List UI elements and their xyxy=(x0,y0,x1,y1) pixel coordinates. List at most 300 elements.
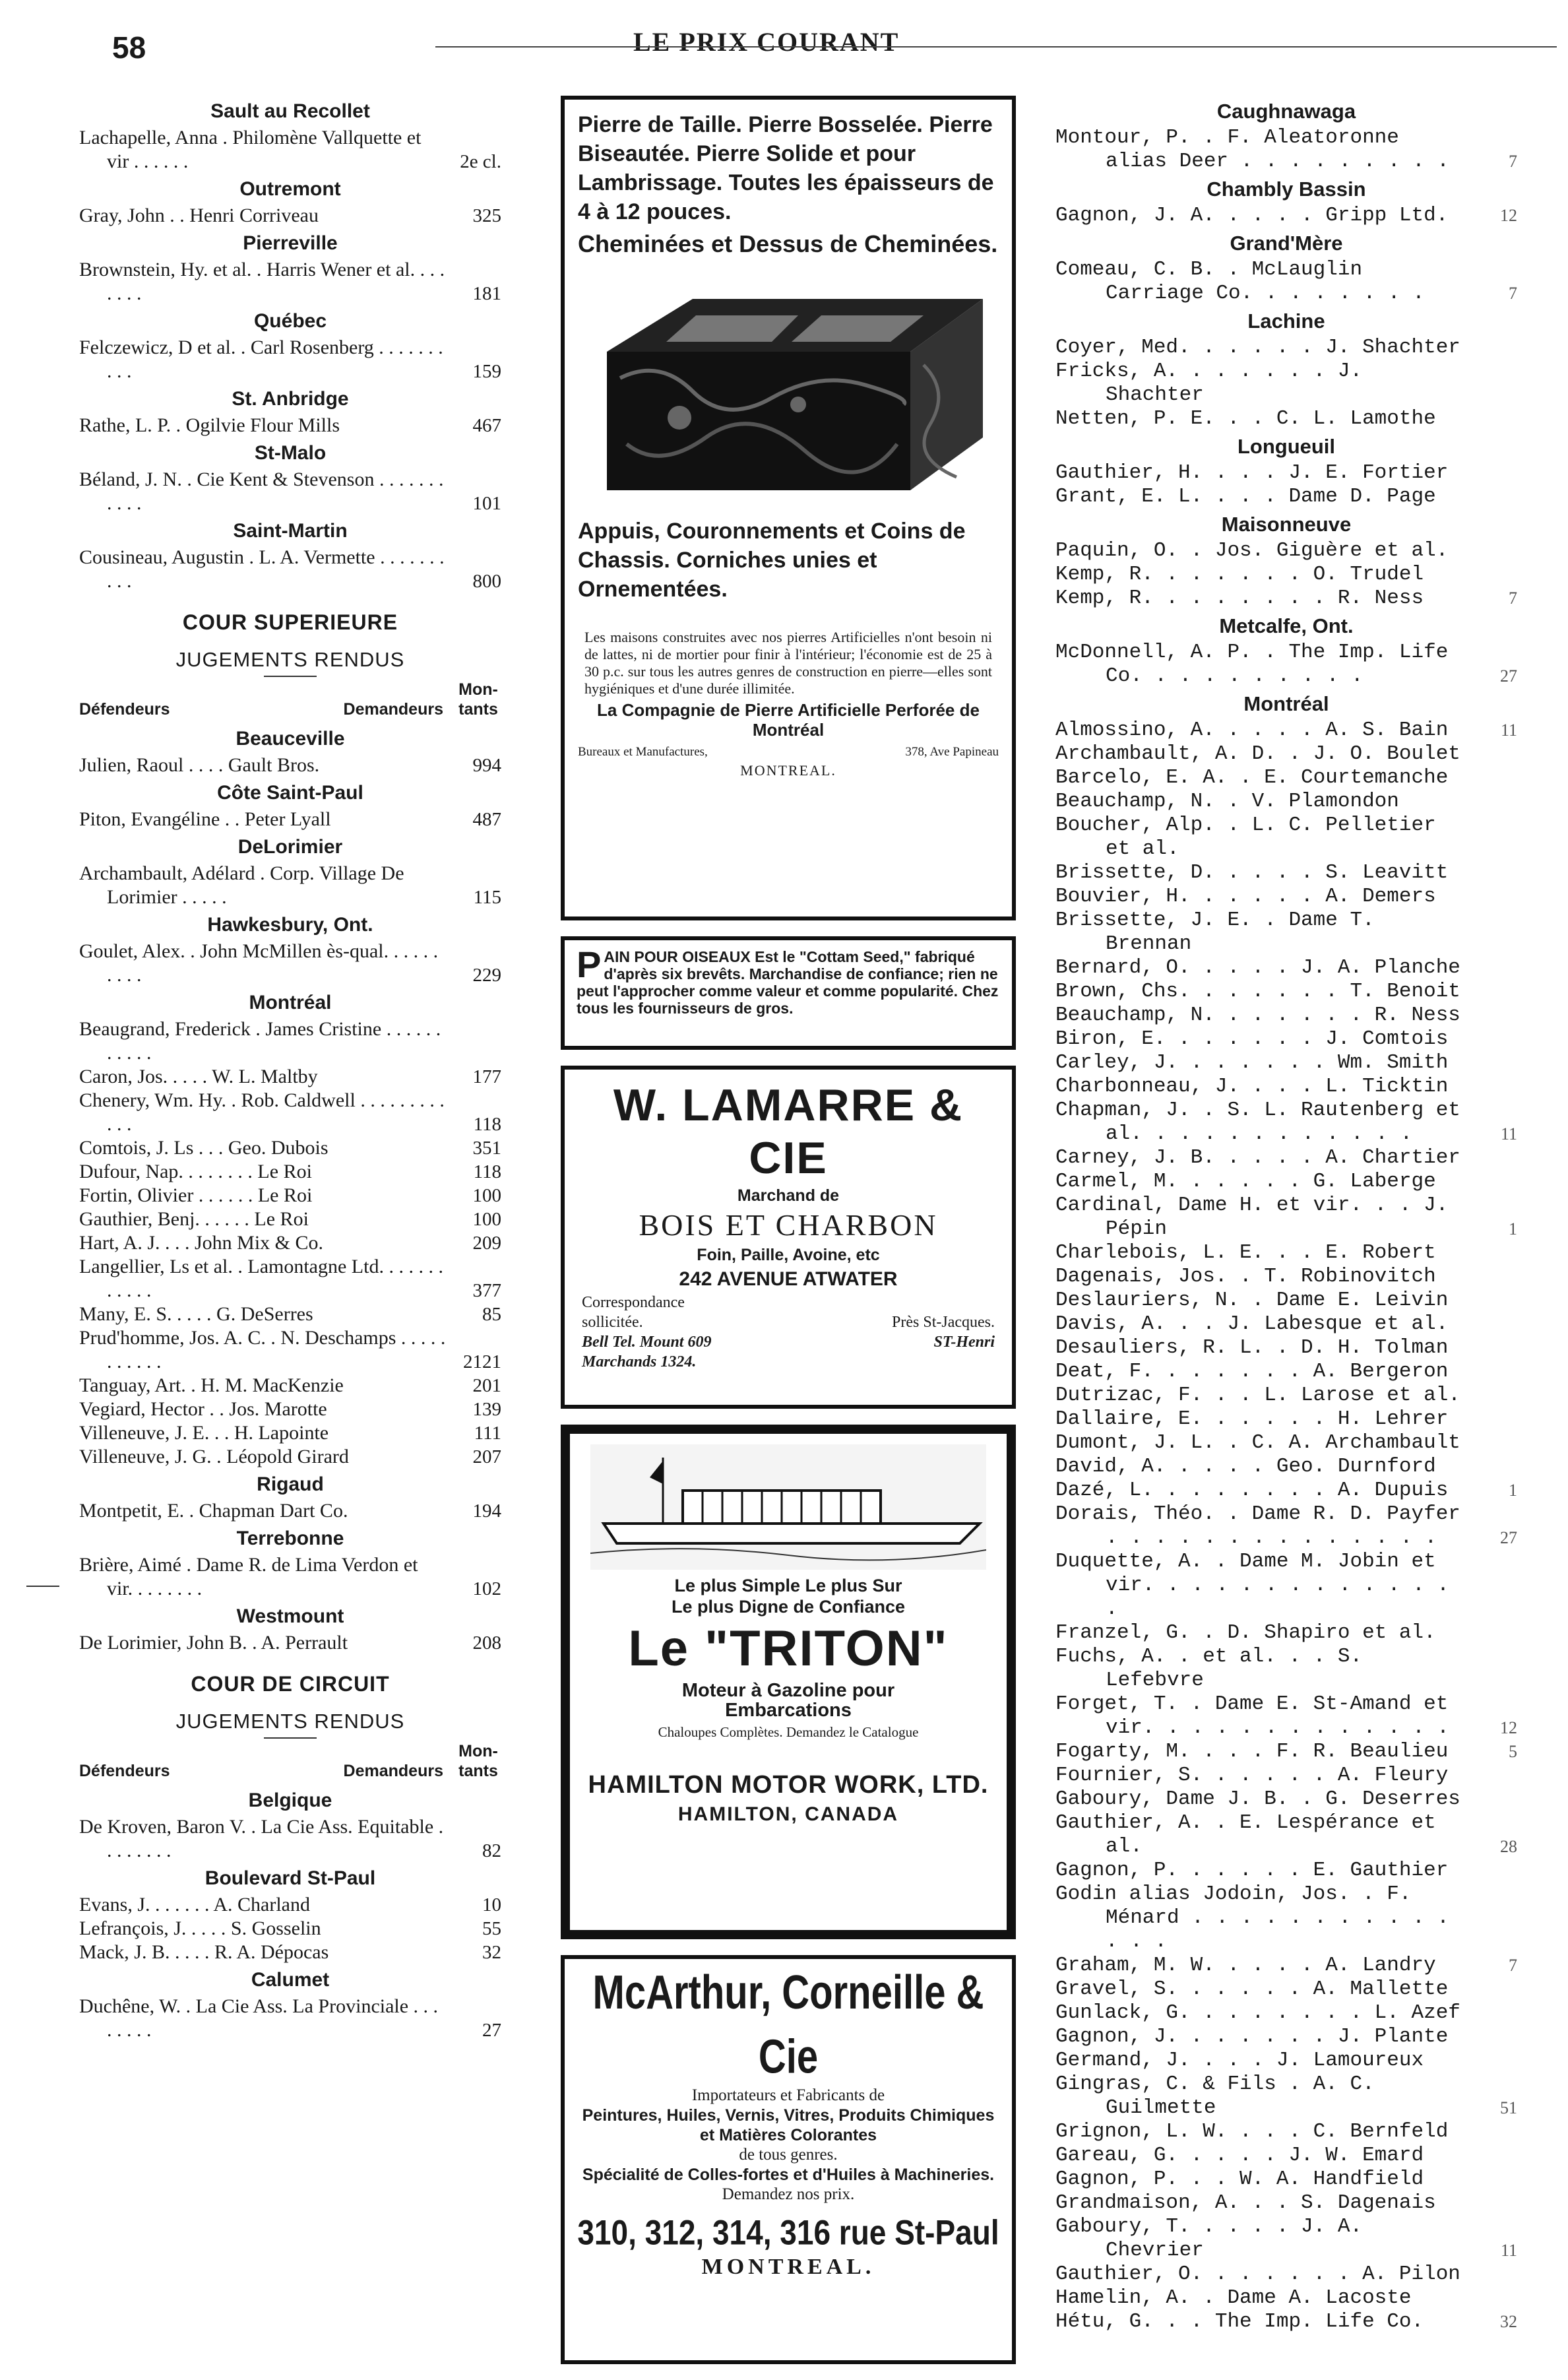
judgment-entry xyxy=(79,1631,501,1655)
entry-parties: Mack, J. B. . . . . R. A. Dépocas xyxy=(79,1941,329,1963)
entry-parties: Brissette, J. E. . Dame T. Brennan xyxy=(1055,909,1375,955)
entry-parties: Deslauriers, N. . Dame E. Leivin xyxy=(1055,1289,1449,1312)
entry-amount: 208 xyxy=(472,1632,501,1654)
judgment-entry xyxy=(79,1184,501,1207)
entry-parties: Netten, P. E. . . C. L. Lamothe xyxy=(1055,407,1436,430)
entry-parties: Archambault, A. D. . J. O. Boulet xyxy=(1055,742,1460,765)
entry-parties: De Kroven, Baron V. . La Cie Ass. Equitable . . . . . . . . xyxy=(79,1816,444,1861)
entry-amount: 207 xyxy=(472,1446,501,1467)
judgment-entry xyxy=(1055,1170,1517,1194)
judgment-entry xyxy=(79,414,501,437)
ad-pierre-headline: Pierre de Taille. Pierre Bosselée. Pierre Biseautée. Pierre Solide et pour Lambrissage. Toutes les épaisseurs de 4 à 12 pouces. xyxy=(578,112,994,224)
entry-amount: 181 xyxy=(472,283,501,304)
entry-parties: Fuchs, A. . et al. . . S. Lefebvre xyxy=(1055,1645,1363,1692)
judgment-entry xyxy=(79,940,501,987)
judgment-entry xyxy=(1055,1194,1517,1241)
place-heading: Metcalfe, Ont. xyxy=(1219,614,1354,637)
entry-parties: Béland, J. N. . Cie Kent & Stevenson . . . . . . . . . . . xyxy=(79,468,444,514)
judgment-entry xyxy=(1055,1645,1517,1692)
judgment-entry xyxy=(79,468,501,515)
judgment-entry xyxy=(1055,1764,1517,1787)
entry-parties: Chenery, Wm. Hy. . Rob. Caldwell . . . . . . . . . . . . xyxy=(79,1089,445,1135)
entry-parties: Chapman, J. . S. L. Rautenberg et al. . . . . . . . . . . . xyxy=(1055,1099,1460,1145)
judgment-entry xyxy=(79,546,501,593)
entry-parties: Brière, Aimé . Dame R. de Lima Verdon et vir. . . . . . . . xyxy=(79,1554,418,1599)
judgment-entry xyxy=(1055,1621,1517,1645)
entry-amount: 32 xyxy=(482,1942,501,1963)
entry-parties: Germand, J. . . . J. Lamoureux xyxy=(1055,2049,1424,2072)
entry-amount: 12 xyxy=(1500,1718,1517,1737)
entry-parties: Boucher, Alp. . L. C. Pelletier et al. xyxy=(1055,814,1436,860)
judgment-entry xyxy=(1055,2025,1517,2049)
judgment-entry xyxy=(1055,204,1517,228)
judgment-entry xyxy=(1055,1360,1517,1384)
ad-pierre-body: Les maisons construites avec nos pierres Artificielles n'ont besoin ni de lattes, ni de mortier pour finir à l'intérieur; l'économie est de 25 à 30 p.c. sur tous les autres genres de construction en pierre—elles sont hygiéniques et d'une durée illimitée. xyxy=(584,629,992,697)
entry-parties: Caron, Jos. . . . . W. L. Maltby xyxy=(79,1066,318,1087)
place-heading: St-Malo xyxy=(254,442,327,464)
ad-lamarre-marchand: Marchand de xyxy=(737,1186,840,1205)
entry-parties: Montour, P. . F. Aleatoronne alias Deer . . . . . . . . . xyxy=(1055,126,1449,173)
motor-boat-illustration xyxy=(590,1444,986,1570)
entry-parties: Charlebois, L. E. . . E. Robert xyxy=(1055,1241,1436,1264)
ad-mcarthur-name: McArthur, Corneille & Cie xyxy=(592,1966,984,2084)
header-demandeurs: Demandeurs xyxy=(343,1762,443,1780)
judgment-entry xyxy=(1055,790,1517,814)
entry-parties: Piton, Evangéline . . Peter Lyall xyxy=(79,808,331,830)
entry-amount: 487 xyxy=(472,809,501,830)
judgment-entry xyxy=(1055,1811,1517,1859)
entry-parties: Almossino, A. . . . . A. S. Bain xyxy=(1055,719,1449,742)
place-heading: Montréal xyxy=(1243,692,1329,715)
section-subtitle-block xyxy=(79,1710,501,1739)
judgment-entry xyxy=(1055,861,1517,885)
ad-pierre-artificielle xyxy=(561,96,1016,920)
entry-parties: Prud'homme, Jos. A. C. . N. Deschamps . . . . . . . . . . . xyxy=(79,1327,446,1372)
judgment-entry xyxy=(1055,1407,1517,1431)
place-heading: Hawkesbury, Ont. xyxy=(207,914,373,936)
entry-parties: Grignon, L. W. . . . C. Bernfeld xyxy=(1055,2120,1449,2143)
entry-parties: Gunlack, G. . . . . . . . L. Azef xyxy=(1055,2001,1460,2024)
entry-parties: Barcelo, E. A. . E. Courtemanche xyxy=(1055,766,1449,789)
ad-lamarre-name: W. LAMARRE & CIE xyxy=(613,1080,964,1183)
ad-pain-drop-cap: P xyxy=(577,944,602,985)
entry-amount: 7 xyxy=(1509,152,1517,171)
ad-triton-company: HAMILTON MOTOR WORK, LTD. xyxy=(588,1771,989,1799)
court-title: COUR DE CIRCUIT xyxy=(191,1672,390,1696)
judgment-entry xyxy=(1055,1882,1517,1954)
entry-amount: 800 xyxy=(472,571,501,592)
entry-amount: 118 xyxy=(473,1114,501,1135)
judgment-entry xyxy=(1055,1479,1517,1502)
entry-parties: Julien, Raoul . . . . Gault Bros. xyxy=(79,754,320,776)
page-number: 58 xyxy=(112,30,146,65)
ad-pierre-city: MONTREAL. xyxy=(740,762,836,779)
entry-parties: Duchêne, W. . La Cie Ass. La Provinciale . . . . . . . . xyxy=(79,1995,439,2041)
judgment-entry xyxy=(79,258,501,306)
judgment-entry xyxy=(1055,1336,1517,1360)
judgment-entry xyxy=(1055,1099,1517,1146)
entry-parties: Gaboury, Dame J. B. . G. Deserres xyxy=(1055,1787,1460,1811)
place-heading: Boulevard St-Paul xyxy=(204,1867,376,1889)
entry-amount: 85 xyxy=(482,1304,501,1325)
entry-parties: Montpetit, E. . Chapman Dart Co. xyxy=(79,1500,348,1522)
stone-block-illustration xyxy=(580,279,996,497)
ad-lamarre-row1 xyxy=(577,1293,1000,1312)
entry-parties: Many, E. S. . . . . G. DeSerres xyxy=(79,1303,313,1325)
ad-lamarre-foin: Foin, Paille, Avoine, etc xyxy=(697,1246,880,1264)
entry-parties: Gareau, G. . . . . J. W. Emard xyxy=(1055,2144,1424,2167)
entry-parties: Gauthier, Benj. . . . . . Le Roi xyxy=(79,1208,309,1230)
court-title: COUR SUPERIEURE xyxy=(182,610,398,634)
entry-parties: Kemp, R. . . . . . . . R. Ness xyxy=(1055,587,1424,610)
place-heading: St. Anbridge xyxy=(232,388,349,410)
judgment-entry xyxy=(79,1326,501,1374)
entry-parties: David, A. . . . . Geo. Durnford xyxy=(1055,1455,1436,1478)
judgment-entry xyxy=(1055,1146,1517,1170)
entry-parties: Duquette, A. . Dame M. Jobin et vir. . . . . . . . . . . . . . xyxy=(1055,1550,1449,1621)
entry-amount: 351 xyxy=(472,1138,501,1159)
entry-parties: Kemp, R. . . . . . . O. Trudel xyxy=(1055,563,1424,586)
entry-parties: Gagnon, P. . . . . . E. Gauthier xyxy=(1055,1859,1449,1882)
entry-amount: 177 xyxy=(472,1066,501,1087)
judgment-entry xyxy=(1055,766,1517,790)
judgment-entry xyxy=(1055,2263,1517,2286)
header-rule xyxy=(435,46,1557,48)
left-column xyxy=(79,96,501,2042)
judgment-entry xyxy=(1055,1431,1517,1455)
ad-lamarre-bois: BOIS ET CHARBON xyxy=(639,1208,938,1242)
entry-parties: Hamelin, A. . Dame A. Lacoste xyxy=(1055,2286,1412,2309)
entry-amount: 7 xyxy=(1509,589,1517,608)
header-defendeurs: Défendeurs xyxy=(79,700,170,719)
column-headers xyxy=(79,1741,501,1781)
entry-parties: Hart, A. J. . . . John Mix & Co. xyxy=(79,1232,324,1254)
entry-amount: 111 xyxy=(474,1423,501,1444)
ad-lamarre-address: 242 AVENUE ATWATER xyxy=(679,1268,898,1290)
entry-parties: Davis, A. . . J. Labesque et al. xyxy=(1055,1312,1449,1335)
entry-parties: Beauchamp, N. . V. Plamondon xyxy=(1055,790,1399,813)
ad-lamarre-sollicitee: sollicitée. xyxy=(582,1314,643,1331)
judgment-entry xyxy=(1055,719,1517,742)
entry-amount: 1 xyxy=(1509,1219,1517,1238)
entry-parties: Vegiard, Hector . . Jos. Marotte xyxy=(79,1398,327,1420)
entry-parties: Gauthier, O. . . . . . . A. Pilon xyxy=(1055,2263,1460,2286)
header-montants: Mon- tants xyxy=(458,1742,498,1780)
judgment-entry xyxy=(79,1255,501,1303)
judgment-entry xyxy=(1055,2286,1517,2310)
judgment-entry xyxy=(79,1445,501,1469)
entry-amount: 201 xyxy=(472,1375,501,1396)
ad-mcarthur-l2: Peintures, Huiles, Vernis, Vitres, Produits Chimiques et Matières Colorantes xyxy=(582,2106,995,2144)
place-heading: Sault au Recollet xyxy=(210,100,370,122)
judgment-entry xyxy=(1055,485,1517,509)
judgment-entry xyxy=(1055,1787,1517,1811)
header-defendeurs: Défendeurs xyxy=(79,1762,170,1780)
entry-parties: Grandmaison, A. . . S. Dagenais xyxy=(1055,2191,1436,2214)
judgment-entry xyxy=(1055,980,1517,1004)
judgment-entry xyxy=(1055,2168,1517,2191)
entry-parties: Dallaire, E. . . . . . H. Lehrer xyxy=(1055,1407,1449,1431)
entry-parties: Gauthier, H. . . . J. E. Fortier xyxy=(1055,461,1449,484)
place-heading: Calumet xyxy=(251,1969,330,1991)
entry-parties: Godin alias Jodoin, Jos. . F. Ménard . . . . . . . . . . . . . . xyxy=(1055,1882,1449,1953)
judgment-entry xyxy=(1055,1027,1517,1051)
entry-amount: 1 xyxy=(1509,1481,1517,1500)
judgment-entry xyxy=(79,1995,501,2042)
entry-amount: 325 xyxy=(472,205,501,226)
entry-parties: Comeau, C. B. . McLauglin Carriage Co. . . . . . . . xyxy=(1055,258,1425,305)
entry-parties: Gagnon, P. . . W. A. Handfield xyxy=(1055,2168,1424,2191)
entry-parties: Dufour, Nap. . . . . . . . Le Roi xyxy=(79,1161,312,1182)
entry-amount: 100 xyxy=(472,1209,501,1230)
judgment-entry xyxy=(79,1421,501,1445)
place-heading: DeLorimier xyxy=(237,836,343,858)
judgment-entry xyxy=(1055,742,1517,766)
judgment-entry xyxy=(79,808,501,831)
entry-parties: Rathe, L. P. . Ogilvie Flour Mills xyxy=(79,414,340,436)
judgment-entry xyxy=(79,126,501,174)
entry-parties: Villeneuve, J. G. . Léopold Girard xyxy=(79,1446,349,1467)
ad-triton-moteur2: Embarcations xyxy=(725,1700,852,1721)
ad-mcarthur xyxy=(561,1955,1016,2364)
entry-parties: Biron, E. . . . . . . J. Comtois xyxy=(1055,1027,1449,1050)
judgment-entry xyxy=(1055,2215,1517,2263)
short-rule xyxy=(264,1737,317,1739)
judgment-entry xyxy=(1055,1550,1517,1621)
judgment-entry xyxy=(79,1374,501,1398)
section-subtitle: JUGEMENTS RENDUS xyxy=(175,648,405,671)
entry-amount: 118 xyxy=(473,1161,501,1182)
entry-parties: Cousineau, Augustin . L. A. Vermette . . . . . . . . . . xyxy=(79,546,445,592)
place-heading: Belgique xyxy=(248,1789,332,1811)
entry-parties: Dumont, J. L. . C. A. Archambault xyxy=(1055,1431,1460,1454)
entry-amount: 28 xyxy=(1500,1837,1517,1856)
entry-parties: Carley, J. . . . . . . Wm. Smith xyxy=(1055,1051,1449,1074)
judgment-entry xyxy=(1055,2073,1517,2120)
entry-parties: Bernard, O. . . . . J. A. Planche xyxy=(1055,956,1460,979)
entry-parties: Fricks, A. . . . . . . J. Shachter xyxy=(1055,360,1363,406)
ad-lamarre-pres: Près St-Jacques. xyxy=(892,1314,995,1331)
judgment-entry xyxy=(79,1207,501,1231)
judgment-entry xyxy=(79,336,501,383)
section-subtitle: JUGEMENTS RENDUS xyxy=(175,1710,405,1733)
judgment-entry xyxy=(79,1499,501,1523)
ad-triton-moteur1: Moteur à Gazoline pour xyxy=(681,1680,895,1701)
judgment-entry xyxy=(1055,2144,1517,2168)
ad-pierre-chimney: Cheminées et Dessus de Cheminées. xyxy=(578,230,998,257)
ad-triton-chaloupes: Chaloupes Complètes. Demandez le Catalogue xyxy=(658,1724,919,1740)
judgment-entry xyxy=(1055,407,1517,431)
place-heading: Montréal xyxy=(249,992,332,1013)
judgment-entry xyxy=(1055,2049,1517,2073)
judgment-entry xyxy=(1055,814,1517,861)
judgment-entry xyxy=(1055,1859,1517,1882)
judgment-entry xyxy=(79,1089,501,1136)
entry-amount: 10 xyxy=(482,1894,501,1915)
ad-lamarre-marchands: Marchands 1324. xyxy=(582,1353,697,1370)
judgment-entry xyxy=(1055,1978,1517,2001)
entry-parties: Brownstein, Hy. et al. . Harris Wener et al. . . . . . . . xyxy=(79,259,445,304)
entry-parties: Fogarty, M. . . . F. R. Beaulieu xyxy=(1055,1740,1449,1763)
judgment-entry xyxy=(1055,461,1517,485)
entry-parties: Gray, John . . Henri Corriveau xyxy=(79,205,319,226)
margin-mark xyxy=(26,1586,59,1587)
entry-parties: Gingras, C. & Fils . A. C. Guilmette xyxy=(1055,2073,1375,2119)
ad-mcarthur-city: MONTREAL. xyxy=(701,2255,875,2279)
entry-parties: McDonnell, A. P. . The Imp. Life Co. . . . . . . . . . xyxy=(1055,641,1449,688)
judgment-entry xyxy=(79,1398,501,1421)
entry-amount: 7 xyxy=(1509,1956,1517,1975)
entry-parties: Deat, F. . . . . . . A. Bergeron xyxy=(1055,1360,1449,1383)
entry-parties: Cardinal, Dame H. et vir. . . J. Pépin xyxy=(1055,1194,1449,1240)
entry-amount: 377 xyxy=(472,1280,501,1301)
entry-parties: Gravel, S. . . . . . A. Mallette xyxy=(1055,1978,1449,2001)
judgment-entry xyxy=(1055,641,1517,688)
entry-parties: Grant, E. L. . . . Dame D. Page xyxy=(1055,485,1436,508)
entry-parties: Brown, Chs. . . . . . . T. Benoit xyxy=(1055,980,1460,1003)
entry-amount: 27 xyxy=(1500,1528,1517,1547)
place-heading: Westmount xyxy=(236,1605,344,1627)
entry-amount: 27 xyxy=(482,2020,501,2041)
entry-amount: 5 xyxy=(1509,1742,1517,1761)
entry-parties: Dutrizac, F. . . L. Larose et al. xyxy=(1055,1384,1460,1407)
entry-amount: 51 xyxy=(1500,2098,1517,2117)
entry-parties: Bouvier, H. . . . . . A. Demers xyxy=(1055,885,1436,908)
entry-parties: Coyer, Med. . . . . . J. Shachter xyxy=(1055,336,1460,359)
judgment-entry xyxy=(1055,1051,1517,1075)
ad-pierre-company: La Compagnie de Pierre Artificielle Perforée de Montréal xyxy=(597,700,980,740)
judgment-entry xyxy=(1055,1075,1517,1099)
entry-amount: 82 xyxy=(482,1840,501,1861)
right-column xyxy=(1055,96,1517,2334)
judgment-entry xyxy=(1055,2310,1517,2334)
entry-parties: Fortin, Olivier . . . . . . Le Roi xyxy=(79,1184,313,1206)
entry-amount: 229 xyxy=(472,965,501,986)
entry-amount: 12 xyxy=(1500,206,1517,225)
header-demandeurs: Demandeurs xyxy=(343,700,443,719)
judgment-entry xyxy=(79,1017,501,1065)
entry-parties: Comtois, J. Ls . . . Geo. Dubois xyxy=(79,1137,329,1159)
entry-parties: Gagnon, J. . . . . . . J. Plante xyxy=(1055,2025,1449,2048)
ad-pierre-address-row xyxy=(578,745,999,759)
judgment-entry xyxy=(1055,956,1517,980)
place-heading: Rigaud xyxy=(257,1473,324,1495)
entry-parties: Dagenais, Jos. . T. Robinovitch xyxy=(1055,1265,1436,1288)
ad-lamarre-row2 xyxy=(577,1312,1000,1332)
entry-amount: 27 xyxy=(1500,666,1517,686)
ad-lamarre-corr: Correspondance xyxy=(582,1294,685,1311)
entry-parties: Charbonneau, J. . . . L. Ticktin xyxy=(1055,1075,1449,1098)
ad-mcarthur-l4: Spécialité de Colles-fortes et d'Huiles à Machineries. xyxy=(582,2166,995,2184)
entry-parties: Evans, J. . . . . . . A. Charland xyxy=(79,1894,310,1915)
judgment-entry xyxy=(1055,885,1517,909)
judgment-entry xyxy=(1055,909,1517,956)
place-heading: Terrebonne xyxy=(236,1528,344,1549)
entry-parties: De Lorimier, John B. . A. Perrault xyxy=(79,1632,348,1654)
place-heading: Caughnawaga xyxy=(1216,100,1356,123)
entry-amount: 467 xyxy=(472,415,501,436)
entry-parties: Felczewicz, D et al. . Carl Rosenberg . . . . . . . . . . xyxy=(79,337,443,382)
ad-lamarre-henri: ST-Henri xyxy=(933,1334,995,1351)
judgment-entry xyxy=(79,1065,501,1089)
judgment-entry xyxy=(1055,1954,1517,1978)
place-heading: Outremont xyxy=(239,178,341,200)
entry-parties: Langellier, Ls et al. . Lamontagne Ltd. . . . . . . . . . . . xyxy=(79,1256,443,1301)
judgment-entry xyxy=(1055,539,1517,563)
judgment-entry xyxy=(1055,563,1517,587)
judgment-entry xyxy=(79,1941,501,1964)
entry-parties: Franzel, G. . D. Shapiro et al. xyxy=(1055,1621,1436,1644)
section-subtitle-block xyxy=(79,648,501,677)
ad-pain-oiseaux xyxy=(561,936,1016,1050)
entry-parties: Graham, M. W. . . . . A. Landry xyxy=(1055,1954,1436,1977)
ad-lamarre xyxy=(561,1066,1016,1409)
judgment-entry xyxy=(1055,1312,1517,1336)
ad-lamarre-row3 xyxy=(577,1332,1000,1352)
judgment-entry xyxy=(79,1231,501,1255)
place-heading: Pierreville xyxy=(243,232,338,254)
judgment-entry xyxy=(1055,1004,1517,1027)
entry-amount: 11 xyxy=(1500,1124,1517,1143)
running-title: LE PRIX COURANT xyxy=(633,27,900,57)
ad-mcarthur-l3: de tous genres. xyxy=(739,2146,838,2164)
place-heading: Chambly Bassin xyxy=(1207,177,1366,201)
ad-pierre-address: 378, Ave Papineau xyxy=(905,745,999,759)
judgment-entry xyxy=(79,1917,501,1941)
judgment-entry xyxy=(1055,2191,1517,2215)
judgment-entry xyxy=(1055,1692,1517,1740)
header-montants: Mon- tants xyxy=(458,680,498,719)
judgment-entry xyxy=(1055,2120,1517,2144)
entry-parties: Beauchamp, N. . . . . . . R. Ness xyxy=(1055,1004,1460,1027)
entry-parties: Archambault, Adélard . Corp. Village De Lorimier . . . . . xyxy=(79,862,404,908)
judgment-entry xyxy=(79,1553,501,1601)
judgment-entry xyxy=(1055,360,1517,407)
entry-amount: 115 xyxy=(473,887,501,908)
entry-parties: Dorais, Théo. . Dame R. D. Payfer . . . . . . . . . . . . . . xyxy=(1055,1502,1460,1549)
judgment-entry xyxy=(1055,1455,1517,1479)
judgment-entry xyxy=(79,1160,501,1184)
entry-amount: 2e cl. xyxy=(460,151,501,172)
entry-parties: Forget, T. . Dame E. St-Amand et vir. . . . . . . . . . . . . xyxy=(1055,1692,1449,1739)
judgment-entry xyxy=(1055,1740,1517,1764)
ad-triton-name: Le "TRITON" xyxy=(628,1621,949,1677)
judgment-entry xyxy=(79,862,501,909)
column-headers xyxy=(79,680,501,719)
judgment-entry xyxy=(1055,1265,1517,1289)
place-heading: Maisonneuve xyxy=(1221,513,1352,536)
ad-lamarre-tel: Bell Tel. Mount 609 xyxy=(582,1334,712,1351)
place-heading: Lachine xyxy=(1247,309,1325,333)
entry-parties: Beaugrand, Frederick . James Cristine . . . . . . . . . . . xyxy=(79,1018,441,1064)
entry-parties: Carney, J. B. . . . . A. Chartier xyxy=(1055,1146,1460,1169)
judgment-entry xyxy=(1055,587,1517,610)
judgment-entry xyxy=(1055,2001,1517,2025)
entry-amount: 7 xyxy=(1509,284,1517,303)
advertisement-column xyxy=(561,96,1016,2380)
entry-parties: Brissette, D. . . . . S. Leavitt xyxy=(1055,861,1449,884)
judgment-entry xyxy=(1055,126,1517,174)
entry-parties: Desauliers, R. L. . D. H. Tolman xyxy=(1055,1336,1449,1359)
entry-parties: Hétu, G. . . The Imp. Life Co. xyxy=(1055,2310,1424,2333)
ad-lamarre-row4 xyxy=(577,1352,1000,1372)
ad-pain-text: AIN POUR OISEAUX Est le "Cottam Seed," fabriqué d'après six brevêts. Marchandise de confiance; rien ne peut l'approcher comme valeur et comme popularité. Chez tous les fournisseurs de gros. xyxy=(577,948,999,1017)
entry-parties: Goulet, Alex. . John McMillen ès-qual. . . . . . . . . . xyxy=(79,940,439,986)
judgment-entry xyxy=(1055,1289,1517,1312)
ad-triton-tag1: Le plus Simple Le plus Sur xyxy=(674,1576,902,1595)
ad-mcarthur-l5: Demandez nos prix. xyxy=(722,2185,855,2203)
ad-triton xyxy=(561,1425,1016,1939)
